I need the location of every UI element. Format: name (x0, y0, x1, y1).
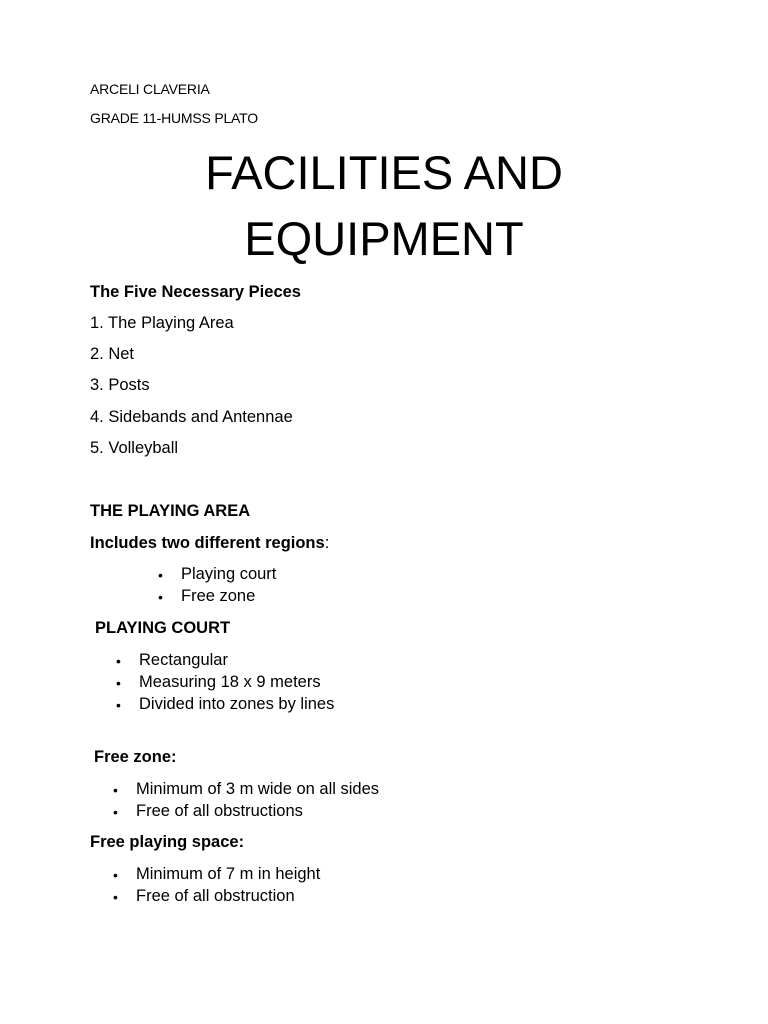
list-item: 1. The Playing Area (90, 314, 234, 332)
document-title-line-1: FACILITIES AND (205, 146, 563, 199)
playing-area-subheading-text: Includes two different regions (90, 534, 325, 552)
list-item: 3. Posts (90, 376, 150, 394)
list-item: Measuring 18 x 9 meters (139, 673, 321, 691)
list-item: 4. Sidebands and Antennae (90, 408, 293, 426)
list-item: Minimum of 3 m wide on all sides (136, 780, 380, 798)
list-item: Divided into zones by lines (139, 695, 335, 713)
bullet-icon: • (116, 675, 121, 691)
list-item: 5. Volleyball (90, 439, 179, 457)
bullet-icon: • (158, 567, 163, 583)
bullet-icon: • (116, 697, 121, 713)
grade-section: GRADE 11-HUMSS PLATO (90, 110, 258, 126)
bullet-icon: • (113, 804, 118, 820)
bullet-icon: • (116, 653, 121, 669)
document-title-line-2: EQUIPMENT (244, 212, 524, 265)
bullet-icon: • (113, 889, 118, 905)
section-heading-playing-area: THE PLAYING AREA (90, 502, 251, 520)
bullet-icon: • (158, 589, 163, 605)
list-item: Free of all obstruction (136, 887, 295, 905)
bullet-icon: • (113, 782, 118, 798)
playing-area-subheading-colon: : (324, 534, 330, 552)
list-item: Rectangular (139, 651, 228, 669)
bullet-icon: • (113, 867, 118, 883)
list-item: Free of all obstructions (136, 802, 303, 820)
list-item: Free zone (181, 587, 256, 605)
author-name: ARCELI CLAVERIA (90, 81, 210, 97)
section-heading-playing-court: PLAYING COURT (95, 619, 231, 637)
list-item: 2. Net (90, 345, 135, 363)
section-heading-free-zone: Free zone: (94, 748, 177, 766)
section-heading-necessary: The Five Necessary Pieces (90, 283, 301, 301)
playing-area-subheading (90, 535, 329, 552)
list-item: Playing court (181, 565, 277, 583)
section-heading-free-playing-space: Free playing space: (90, 833, 245, 851)
list-item: Minimum of 7 m in height (136, 865, 321, 883)
